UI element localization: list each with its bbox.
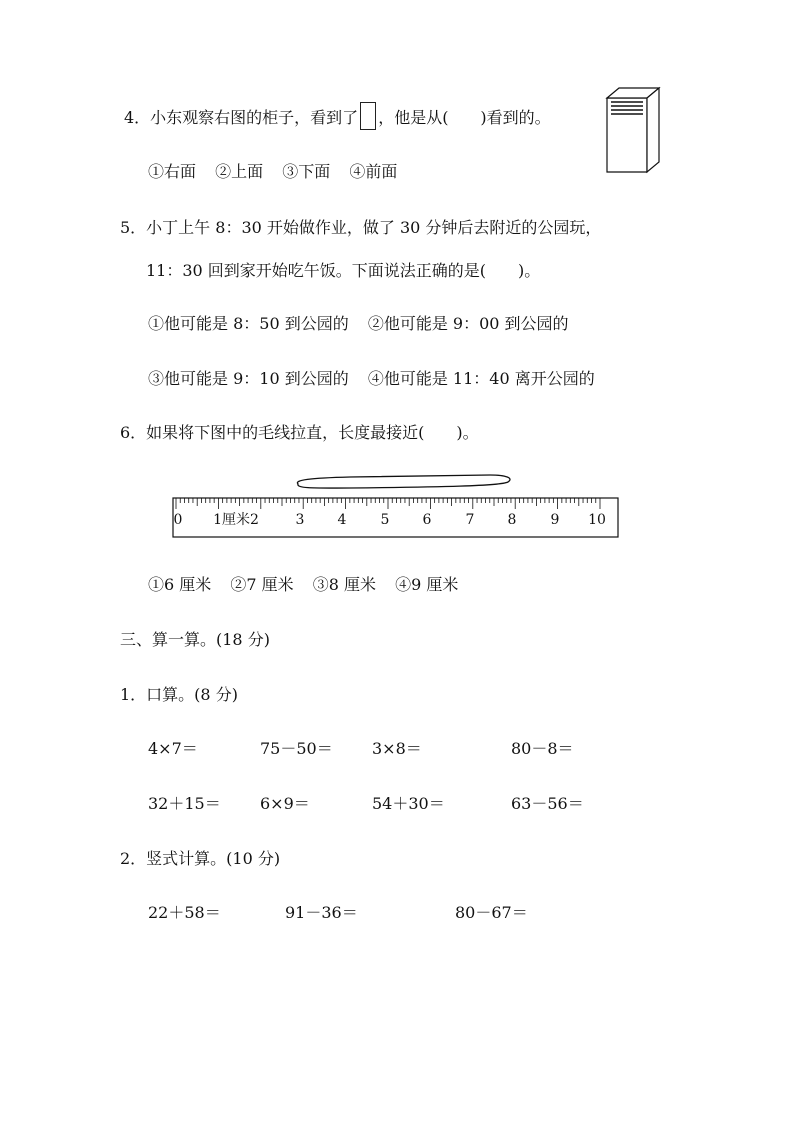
q4-prompt xyxy=(124,102,551,130)
calc-75-50: 75－50＝ xyxy=(260,739,333,758)
q6-prompt: 6．如果将下图中的毛线拉直，长度最接近( )。 xyxy=(120,423,479,442)
q6-option-4[interactable]: ④9 厘米 xyxy=(395,575,459,594)
q6-options xyxy=(148,575,472,595)
q5-option-2[interactable]: ②他可能是 9：00 到公园的 xyxy=(367,314,569,333)
ruler-label-9: 9 xyxy=(550,512,560,528)
q5-option-1[interactable]: ①他可能是 8：50 到公园的 xyxy=(148,314,349,333)
q5-line1: 5．小丁上午 8：30 开始做作业，做了 30 分钟后去附近的公园玩， xyxy=(120,218,602,237)
part1-title: 1．口算。(8 分) xyxy=(120,685,238,704)
cabinet-figure xyxy=(603,84,663,176)
ruler-label-10: 10 xyxy=(588,512,606,528)
q6-option-3[interactable]: ③8 厘米 xyxy=(312,575,377,594)
q4-option-4[interactable]: ④前面 xyxy=(349,162,398,181)
vertical-calc-80-67: 80－67＝ xyxy=(455,903,528,922)
q6-option-1[interactable]: ①6 厘米 xyxy=(148,575,212,594)
ruler-label-7: 7 xyxy=(465,512,475,528)
yarn-strand xyxy=(290,470,520,496)
yarn-curve xyxy=(297,475,510,488)
q5-options-row2 xyxy=(148,369,609,389)
q5-options-row1 xyxy=(148,314,583,334)
calc-32+15: 32＋15＝ xyxy=(148,794,221,813)
ruler-label-1: 1厘米2 xyxy=(213,512,259,528)
calc-54+30: 54＋30＝ xyxy=(372,794,445,813)
ruler-label-4: 4 xyxy=(337,512,347,528)
ruler-label-3: 3 xyxy=(295,512,305,528)
q6-option-2[interactable]: ②7 厘米 xyxy=(230,575,294,594)
q4-option-3[interactable]: ③下面 xyxy=(282,162,331,181)
calc-6x9: 6×9＝ xyxy=(260,794,310,813)
vertical-calc-22+58: 22＋58＝ xyxy=(148,903,221,922)
q4-options xyxy=(148,162,411,182)
q4-option-2[interactable]: ②上面 xyxy=(215,162,264,181)
calc-4x7: 4×7＝ xyxy=(148,739,198,758)
q5-line2: 11：30 回到家开始吃午饭。下面说法正确的是( )。 xyxy=(146,261,541,280)
q4-option-1[interactable]: ①右面 xyxy=(148,162,197,181)
q5-option-4[interactable]: ④他可能是 11：40 离开公园的 xyxy=(367,369,595,388)
ruler-label-5: 5 xyxy=(380,512,390,528)
q4-cabinet-side-view xyxy=(360,102,376,130)
cabinet-side xyxy=(647,88,659,172)
q4-text-after: ，他是从( )看到的。 xyxy=(378,108,551,127)
q5-option-3[interactable]: ③他可能是 9：10 到公园的 xyxy=(148,369,349,388)
q4-text-before: 4．小东观察右图的柜子，看到了 xyxy=(124,108,359,127)
cabinet-front xyxy=(607,98,647,172)
calc-80-8: 80－8＝ xyxy=(511,739,574,758)
ruler-label-6: 6 xyxy=(422,512,432,528)
section3-title: 三、算一算。(18 分) xyxy=(120,630,270,649)
calc-3x8: 3×8＝ xyxy=(372,739,422,758)
part2-title: 2．竖式计算。(10 分) xyxy=(120,849,281,868)
vertical-calc-91-36: 91－36＝ xyxy=(285,903,358,922)
ruler-label-0: 0 xyxy=(173,512,183,528)
calc-63-56: 63－56＝ xyxy=(511,794,584,813)
ruler-label-8: 8 xyxy=(507,512,517,528)
ruler xyxy=(172,497,620,539)
